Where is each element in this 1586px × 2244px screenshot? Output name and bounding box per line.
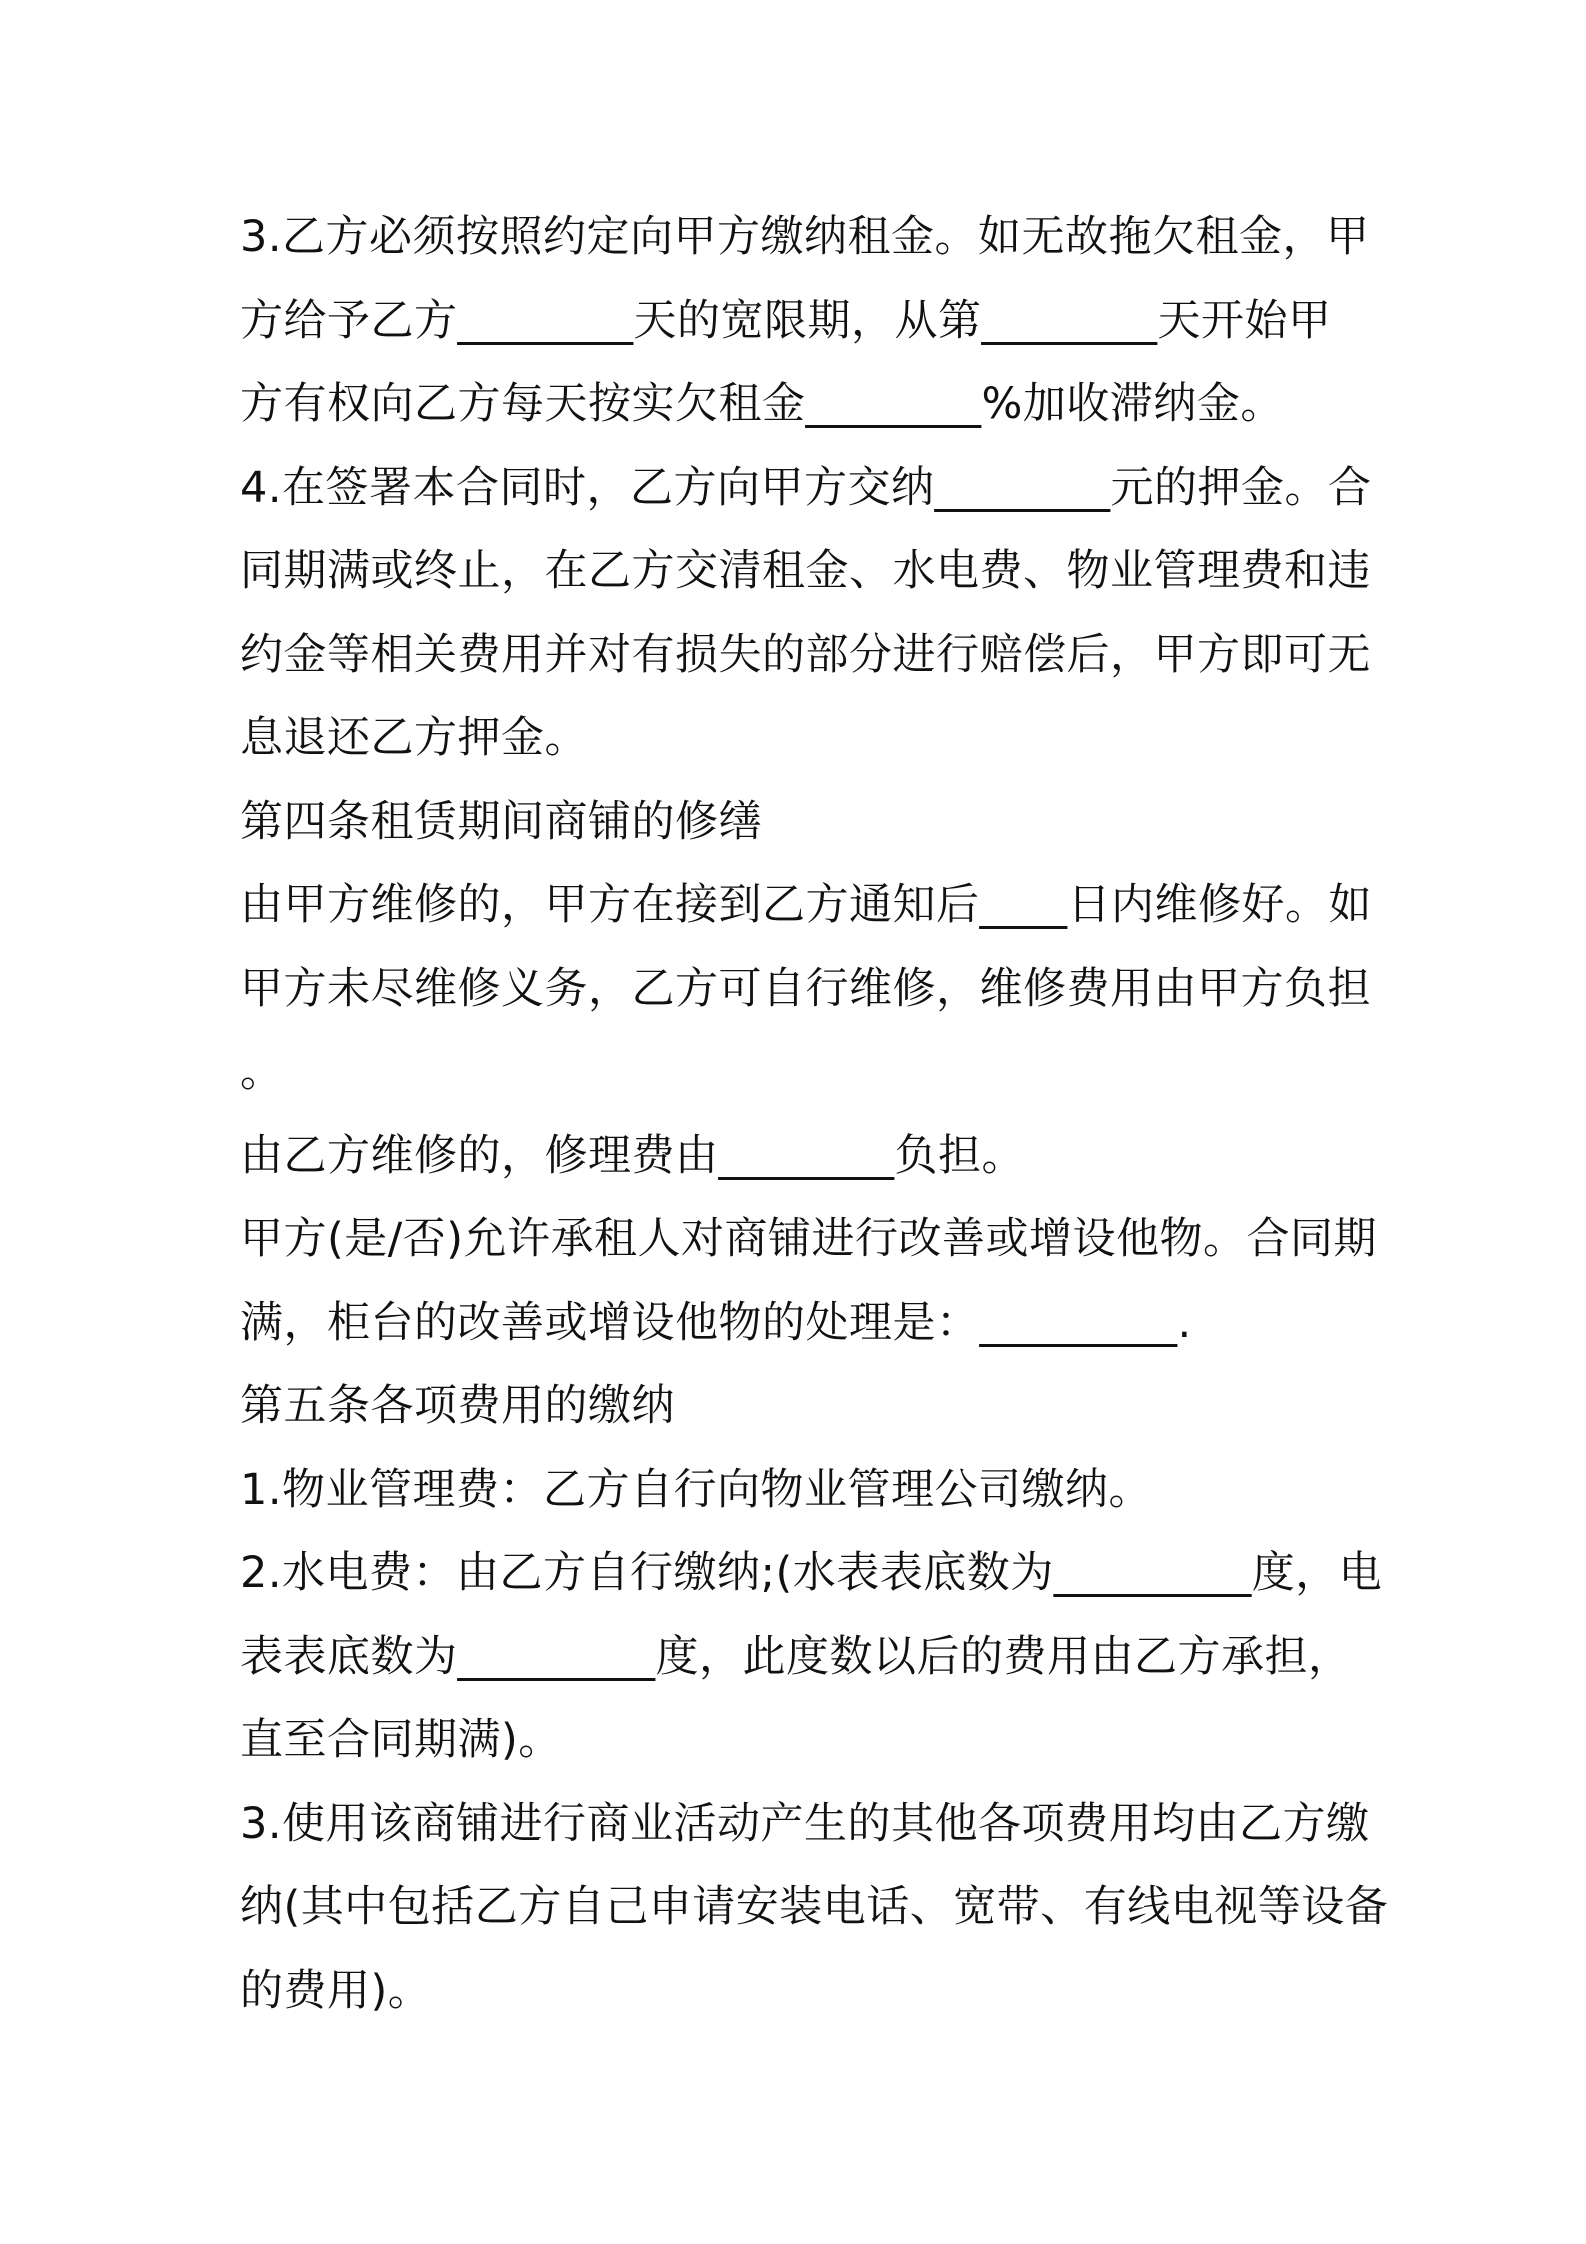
text-line: 甲方未尽维修义务，乙方可自行维修，维修费用由甲方负担 [240, 963, 1371, 1014]
text-line: 4.在签署本合同时，乙方向甲方交纳________元的押金。合 [240, 462, 1372, 513]
text-line: 纳(其中包括乙方自己申请安装电话、宽带、有线电视等设备 [240, 1882, 1389, 1932]
text-line: 表表底数为_________度，此度数以后的费用由乙方承担， [240, 1631, 1352, 1682]
text-line: 3.使用该商铺进行商业活动产生的其他各项费用均由乙方缴 [240, 1798, 1370, 1849]
text-line: 由乙方维修的，修理费由________负担。 [240, 1130, 1025, 1181]
text-line: 方有权向乙方每天按实欠租金________%加收滞纳金。 [240, 379, 1284, 429]
text-line: 由甲方维修的，甲方在接到乙方通知后____日内维修好。如 [240, 880, 1372, 930]
section-heading: 第五条各项费用的缴纳 [240, 1381, 675, 1431]
text-line: 直至合同期满)。 [240, 1715, 562, 1765]
document-body [240, 196, 1389, 2033]
section-heading: 第四条租赁期间商铺的修缮 [240, 796, 762, 847]
text-line: 约金等相关费用并对有损失的部分进行赔偿后，甲方即可无 [240, 629, 1371, 680]
text-line: 3.乙方必须按照约定向甲方缴纳租金。如无故拖欠租金，甲 [240, 212, 1370, 262]
text-line: 方给予乙方________天的宽限期，从第________天开始甲 [240, 295, 1332, 346]
text-line: 息退还乙方押金。 [240, 713, 588, 763]
text-line: 同期满或终止，在乙方交清租金、水电费、物业管理费和违 [240, 546, 1371, 596]
text-line: 2.水电费：由乙方自行缴纳;(水表表底数为_________度，电 [240, 1548, 1383, 1598]
text-line: 甲方(是/否)允许承租人对商铺进行改善或增设他物。合同期 [240, 1214, 1378, 1264]
text-line: 1.物业管理费：乙方自行向物业管理公司缴纳。 [240, 1464, 1153, 1515]
text-line: 的费用)。 [240, 1965, 432, 2016]
text-line: 。 [240, 1047, 284, 1097]
text-line: 满，柜台的改善或增设他物的处理是：_________. [240, 1297, 1192, 1348]
